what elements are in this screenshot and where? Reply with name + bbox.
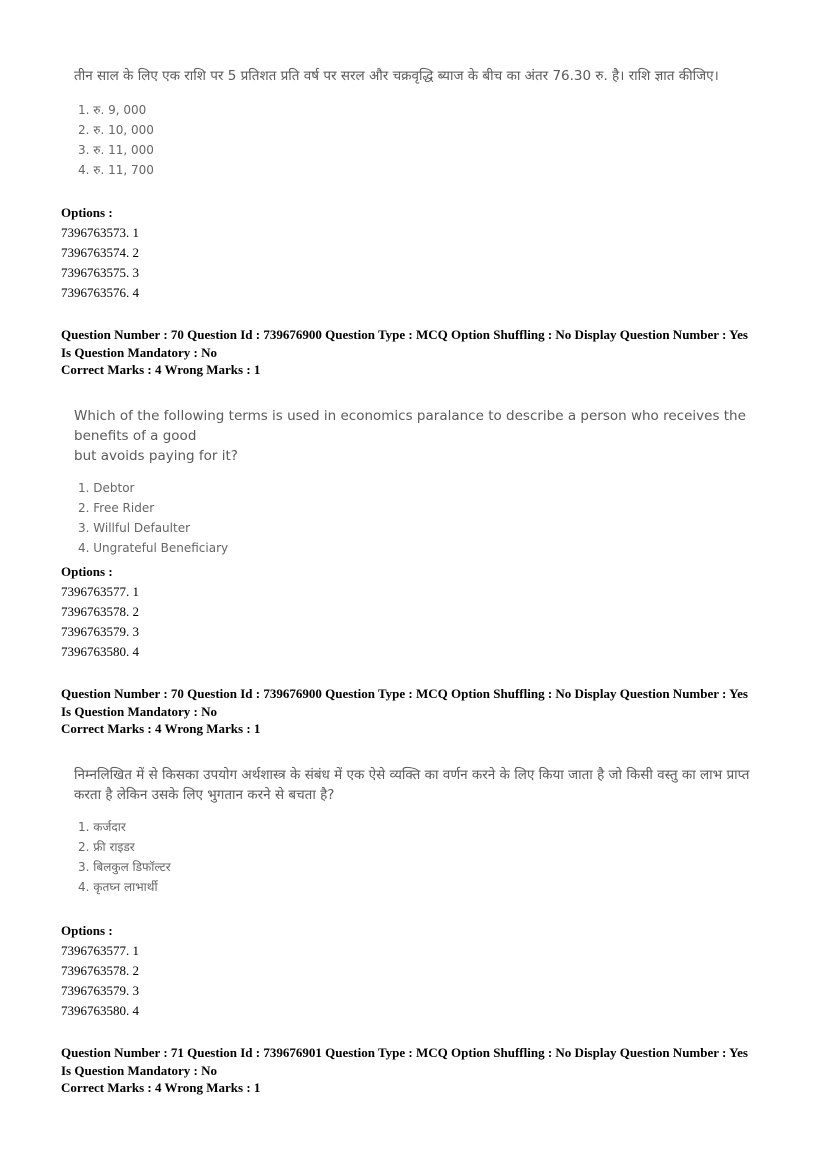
choice-item: 3. बिलकुल डिफॉल्टर: [78, 860, 171, 874]
question-mandatory: Is Question Mandatory : No: [61, 1062, 218, 1078]
question-meta-line: Question Number : 71 Question Id : 739676901 Question Type : MCQ Option Shuffling : No Display Question Number : Yes: [61, 1045, 748, 1060]
choice-item: 3. Willful Defaulter: [78, 521, 191, 535]
options-block-2: [61, 562, 139, 662]
question-mandatory: Is Question Mandatory : No: [61, 703, 218, 719]
choice-item: 3. रु. 11, 000: [78, 143, 154, 157]
question-text-line: करता है लेकिन उसके लिए भुगतान करने से बचता है?: [74, 787, 335, 803]
option-id: 7396763579. 3: [61, 624, 139, 639]
question-image-1: [74, 66, 774, 180]
question-marks: Correct Marks : 4 Wrong Marks : 1: [61, 362, 261, 377]
choice-item: 1. रु. 9, 000: [78, 103, 147, 117]
options-block-1: [61, 203, 139, 303]
choice-item: 2. Free Rider: [78, 501, 155, 515]
choice-item: 2. फ्री राइडर: [78, 840, 135, 854]
option-id: 7396763580. 4: [61, 1003, 139, 1018]
choice-item: 2. रु. 10, 000: [78, 123, 154, 137]
question-marks: Correct Marks : 4 Wrong Marks : 1: [61, 1080, 261, 1095]
question-text: तीन साल के लिए एक राशि पर 5 प्रतिशत प्रति वर्ष पर सरल और चक्रवृद्धि ब्याज के बीच का अंतर 76.30 रु. है। राशि ज्ञात कीजिए।: [74, 68, 719, 84]
option-id: 7396763580. 4: [61, 644, 139, 659]
question-meta-line: Question Number : 70 Question Id : 739676900 Question Type : MCQ Option Shuffling : No Display Question Number : Yes: [61, 327, 748, 342]
question-meta-line: Question Number : 70 Question Id : 739676900 Question Type : MCQ Option Shuffling : No Display Question Number : Yes: [61, 686, 748, 701]
choice-item: 4. कृतघ्न लाभार्थी: [78, 880, 158, 894]
options-label: Options :: [61, 564, 113, 579]
option-id: 7396763577. 1: [61, 584, 139, 599]
question-text-line: निम्नलिखित में से किसका उपयोग अर्थशास्त्र के संबंध में एक ऐसे व्यक्ति का वर्णन करने के लिए किया जाता है जो किसी वस्तु का लाभ प्राप्त: [74, 767, 750, 783]
option-id: 7396763578. 2: [61, 604, 139, 619]
question-text-line: Which of the following terms is used in economics paralance to describe a person who receives the benefits of a good: [74, 408, 746, 444]
question-meta-2: [61, 685, 781, 738]
choice-list: [78, 100, 774, 180]
option-id: 7396763577. 1: [61, 943, 139, 958]
option-id: 7396763578. 2: [61, 963, 139, 978]
question-image-3: [74, 765, 784, 897]
option-id: 7396763579. 3: [61, 983, 139, 998]
option-id: 7396763574. 2: [61, 245, 139, 260]
choice-item: 4. Ungrateful Beneficiary: [78, 541, 229, 555]
choice-item: 4. रु. 11, 700: [78, 163, 154, 177]
choice-item: 1. Debtor: [78, 481, 135, 495]
choice-list: [78, 817, 784, 897]
options-label: Options :: [61, 923, 113, 938]
option-id: 7396763576. 4: [61, 285, 139, 300]
question-meta-3: [61, 1044, 781, 1097]
question-image-2: [74, 406, 784, 558]
option-id: 7396763573. 1: [61, 225, 139, 240]
choice-item: 1. कर्जदार: [78, 820, 126, 834]
question-marks: Correct Marks : 4 Wrong Marks : 1: [61, 721, 261, 736]
question-text-line: but avoids paying for it?: [74, 448, 238, 464]
options-label: Options :: [61, 205, 113, 220]
option-id: 7396763575. 3: [61, 265, 139, 280]
choice-list: [78, 478, 784, 558]
question-mandatory: Is Question Mandatory : No: [61, 344, 218, 360]
options-block-3: [61, 921, 139, 1021]
question-meta-1: [61, 326, 781, 379]
